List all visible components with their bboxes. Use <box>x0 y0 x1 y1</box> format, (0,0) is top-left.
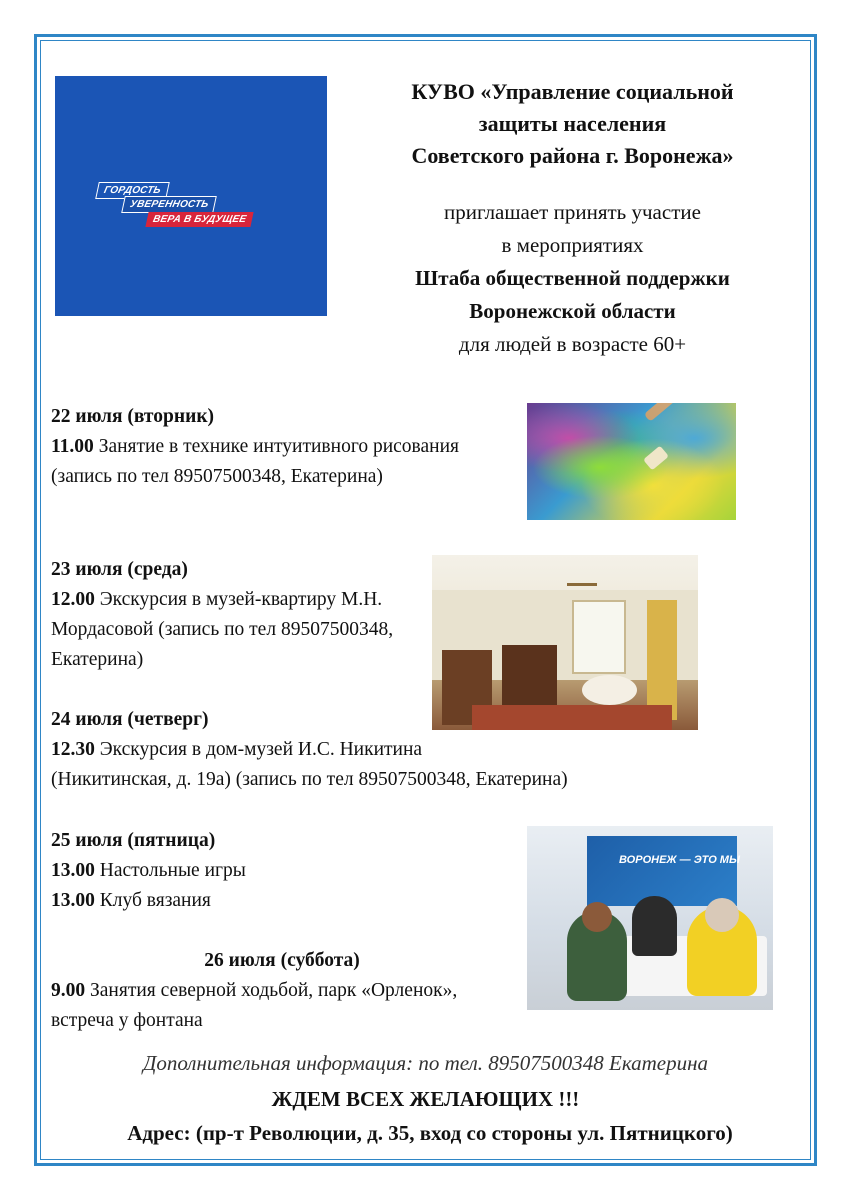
board-games-photo <box>527 826 773 1010</box>
campaign-logo <box>55 76 327 316</box>
event-time: 11.00 <box>51 436 94 457</box>
participant-right-head <box>705 898 739 932</box>
event-july-22 <box>51 402 521 492</box>
event-text: Клуб вязания <box>94 890 211 911</box>
event-time: 12.30 <box>51 739 95 760</box>
event-day: 24 июля (четверг) <box>51 709 209 730</box>
logo-line-pride: ГОРДОСТЬ <box>95 182 169 199</box>
contact-info: Дополнительная информация: по тел. 89507500348 Екатерина <box>142 1051 709 1075</box>
audience-line: для людей в возрасте 60+ <box>458 332 687 356</box>
event-day: 25 июля (пятница) <box>51 830 216 851</box>
event-item <box>51 735 791 765</box>
event-time: 13.00 <box>51 860 95 881</box>
participant-center <box>632 896 677 956</box>
event-item <box>51 976 521 1036</box>
event-item <box>51 886 521 916</box>
club-banner <box>587 836 737 906</box>
event-july-26 <box>51 946 521 1036</box>
chandelier <box>567 555 597 586</box>
invite-line1: приглашает принять участие <box>444 200 701 224</box>
club-banner-text: ВОРОНЕЖ — ЭТО МЫ <box>619 854 740 866</box>
event-time: 13.00 <box>51 890 95 911</box>
paintbrush-bristles <box>643 446 669 471</box>
event-text: Занятие в технике интуитивного рисования (запись по тел 89507500348, Екатерина) <box>51 436 459 487</box>
org-title-line1: КУВО «Управление социальной <box>411 79 734 104</box>
participant-left-head <box>582 902 612 932</box>
event-time: 9.00 <box>51 980 86 1001</box>
event-july-23 <box>51 555 426 675</box>
museum-table <box>582 675 637 705</box>
event-time: 12.00 <box>51 589 95 610</box>
museum-apartment-photo <box>432 555 698 730</box>
museum-curtain <box>647 600 677 720</box>
org-title-line2: защиты населения <box>478 111 667 136</box>
welcome-banner: ЖДЕМ ВСЕХ ЖЕЛАЮЩИХ !!! <box>271 1087 580 1111</box>
museum-window <box>572 600 626 674</box>
invite-line2: в мероприятиях <box>501 233 644 257</box>
address-line: Адрес: (пр-т Революции, д. 35, вход со стороны ул. Пятницкого) <box>127 1121 733 1145</box>
event-day: 22 июля (вторник) <box>51 406 215 427</box>
header-block <box>345 76 800 361</box>
event-text: Экскурсия в дом-музей И.С. Никитина <box>94 739 423 760</box>
hq-line2: Воронежской области <box>469 299 676 323</box>
logo-line-faith: ВЕРА В БУДУЩЕЕ <box>145 212 253 227</box>
event-item <box>51 432 521 492</box>
hq-line1: Штаба общественной поддержки <box>415 266 730 290</box>
event-text: Настольные игры <box>94 860 246 881</box>
painting-photo <box>527 403 736 520</box>
event-item <box>51 585 426 675</box>
event-day: 26 июля (суббота) <box>204 950 360 971</box>
event-july-25 <box>51 826 521 916</box>
event-text: Занятия северной ходьбой, парк «Орленок», встреча у фонтана <box>51 980 458 1031</box>
logo-line-confidence: УВЕРЕННОСТЬ <box>121 196 217 213</box>
event-day: 23 июля (среда) <box>51 559 188 580</box>
event-extra: (Никитинская, д. 19а) (запись по тел 89507500348, Екатерина) <box>51 769 568 790</box>
event-item <box>51 856 521 886</box>
museum-rug <box>472 705 672 730</box>
paintbrush-handle <box>644 403 736 422</box>
org-title-line3: Советского района г. Воронежа» <box>411 143 734 168</box>
event-text: Экскурсия в музей-квартиру М.Н. Мордасовой (запись по тел 89507500348, Екатерина) <box>51 589 394 670</box>
